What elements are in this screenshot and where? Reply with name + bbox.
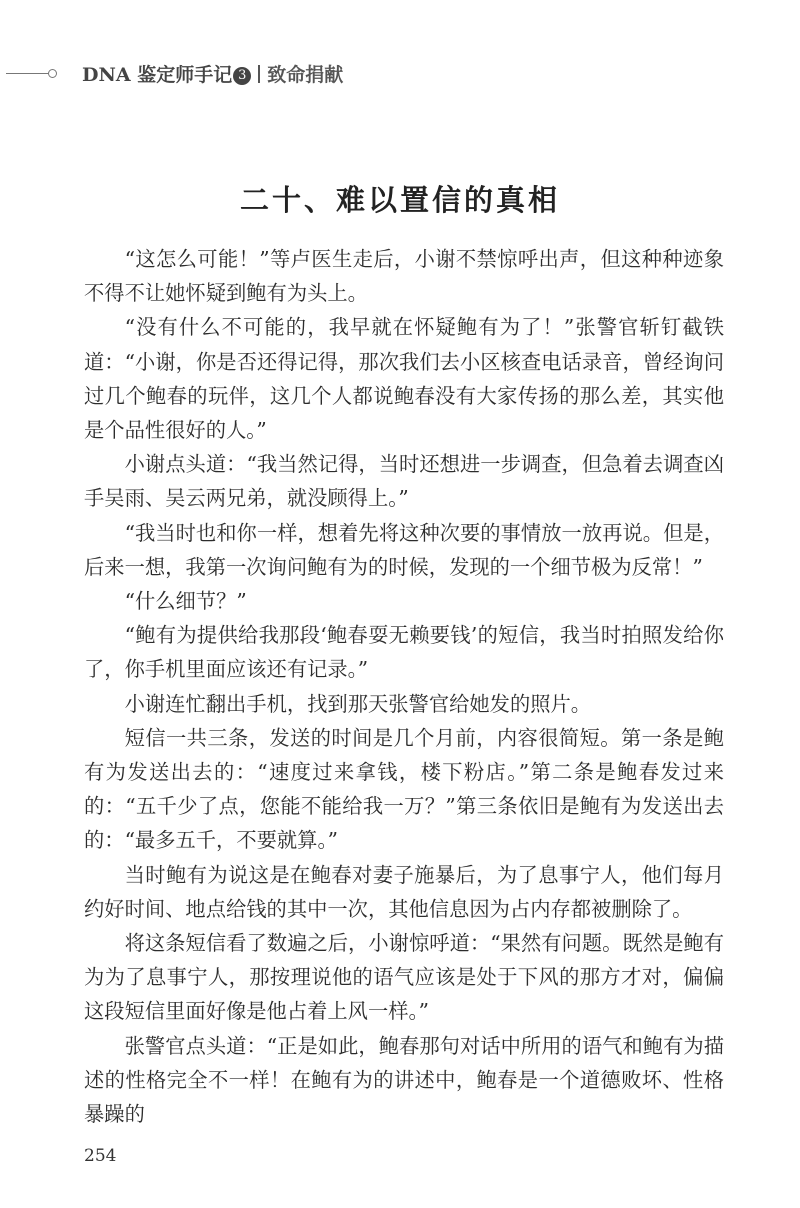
header-ornament: [48, 69, 57, 78]
paragraph: “鲍有为提供给我那段‘鲍春耍无赖要钱’的短信，我当时拍照发给你了，你手机里面应该还有记录。”: [84, 623, 724, 682]
paragraph: 短信一共三条，发送的时间是几个月前，内容很简短。第一条是鲍有为发送出去的：“速度过来拿钱，楼下粉店。”第二条是鲍春发过来的：“五千少了点，您能不能给我一万？”第三条依旧是鲍有为发送出去的：“最多五千，不要就算。”: [84, 725, 724, 853]
book-series-title: DNA 鉴定师手记: [82, 64, 233, 86]
body-text: [84, 242, 724, 1131]
paragraph: 小谢连忙翻出手机，找到那天张警官给她发的照片。: [124, 691, 592, 716]
book-subtitle: 致命捐献: [267, 64, 344, 86]
paragraph: 小谢点头道：“我当然记得，当时还想进一步调查，但急着去调查凶手吴雨、吴云两兄弟，就没顾得上。”: [84, 452, 724, 511]
running-header: [0, 56, 800, 92]
page-number: 254: [84, 1146, 117, 1166]
paragraph: “我当时也和你一样，想着先将这种次要的事情放一放再说。但是，后来一想，我第一次询问鲍有为的时候，发现的一个细节极为反常！”: [84, 520, 724, 579]
volume-number-badge: 3: [233, 67, 251, 85]
paragraph: 将这条短信看了数遍之后，小谢惊呼道：“果然有问题。既然是鲍有为为了息事宁人，那按理说他的语气应该是处于下风的那方才对，偏偏这段短信里面好像是他占着上风一样。”: [84, 931, 724, 1024]
header-rule: [6, 73, 50, 74]
paragraph: 张警官点头道：“正是如此，鲍春那句对话中所用的语气和鲍有为描述的性格完全不一样！在鲍有为的讲述中，鲍春是一个道德败坏、性格暴躁的: [84, 1033, 724, 1127]
paragraph: “没有什么不可能的，我早就在怀疑鲍有为了！”张警官斩钉截铁道：“小谢，你是否还得记得，那次我们去小区核查电话录音，曾经询问过几个鲍春的玩伴，这几个人都说鲍春没有大家传扬的那么差，其实他是个品性很好的人。”: [84, 315, 724, 443]
header-text: [82, 60, 343, 87]
paragraph: “什么细节？”: [124, 589, 247, 614]
paragraph: 当时鲍有为说这是在鲍春对妻子施暴后，为了息事宁人，他们每月约好时间、地点给钱的其中一次，其他信息因为占内存都被删除了。: [84, 862, 724, 921]
header-separator: [258, 65, 260, 83]
paragraph: “这怎么可能！”等卢医生走后，小谢不禁惊呼出声，但这种种迹象不得不让她怀疑到鲍有为头上。: [84, 247, 724, 306]
chapter-title: 二十、难以置信的真相: [239, 183, 560, 217]
